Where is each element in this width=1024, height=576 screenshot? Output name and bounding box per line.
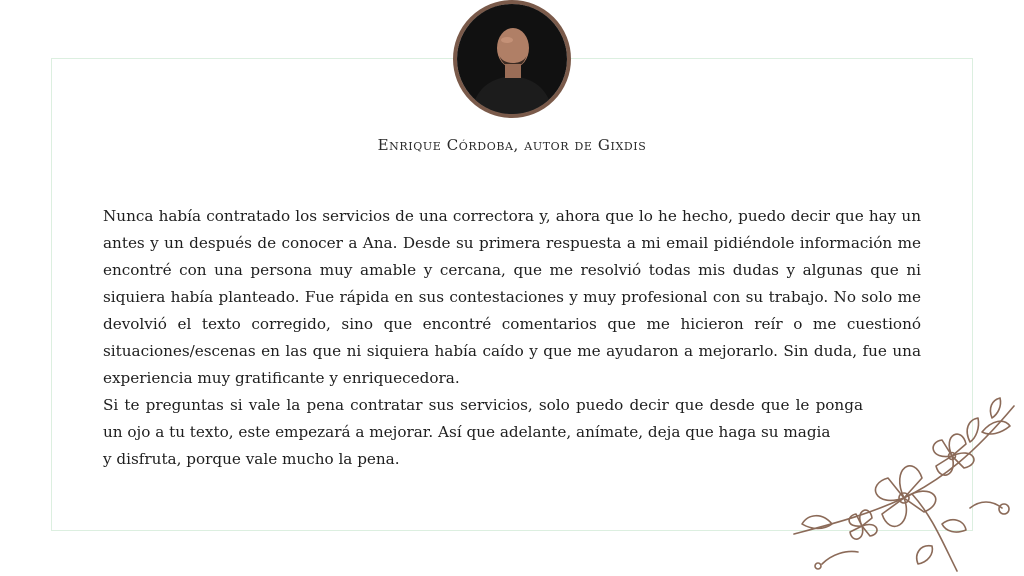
testimonial-paragraph-2: Si te preguntas si vale la pena contratar sus servicios, solo puedo decir que desde que le ponga un ojo a tu texto, este empezará a mejorar. Así que adelante, anímate, deja que haga su magia bbox=[103, 396, 863, 441]
testimonial-paragraph-1: Nunca había contratado los servicios de una correctora y, ahora que lo he hecho, puedo decir que hay un antes y un después de conocer a Ana. Desde su primera respuesta a mi email pidiéndole información me encontré con una persona muy amable y cercana, que me resolvió todas mis dudas y algunas que ni siquiera había planteado. Fue rápida en sus contestaciones y muy profesional con su trabajo. No solo me devolvió el texto corregido, sino que encontré comentarios que me hicieron reír o me cuestionó situaciones/escenas en las que ni siquiera había caído y que me ayudaron a mejorarlo. Sin duda, fue una experiencia muy gratificante y enriquecedora. bbox=[103, 207, 921, 387]
author-avatar bbox=[453, 0, 571, 118]
author-portrait-icon bbox=[457, 4, 567, 114]
testimonial-paragraph-2-end: y disfruta, porque vale mucho la pena. bbox=[103, 450, 400, 468]
floral-illustration-icon bbox=[792, 396, 1024, 576]
author-name: Enrique Córdoba, autor de Gixdis bbox=[377, 136, 647, 154]
